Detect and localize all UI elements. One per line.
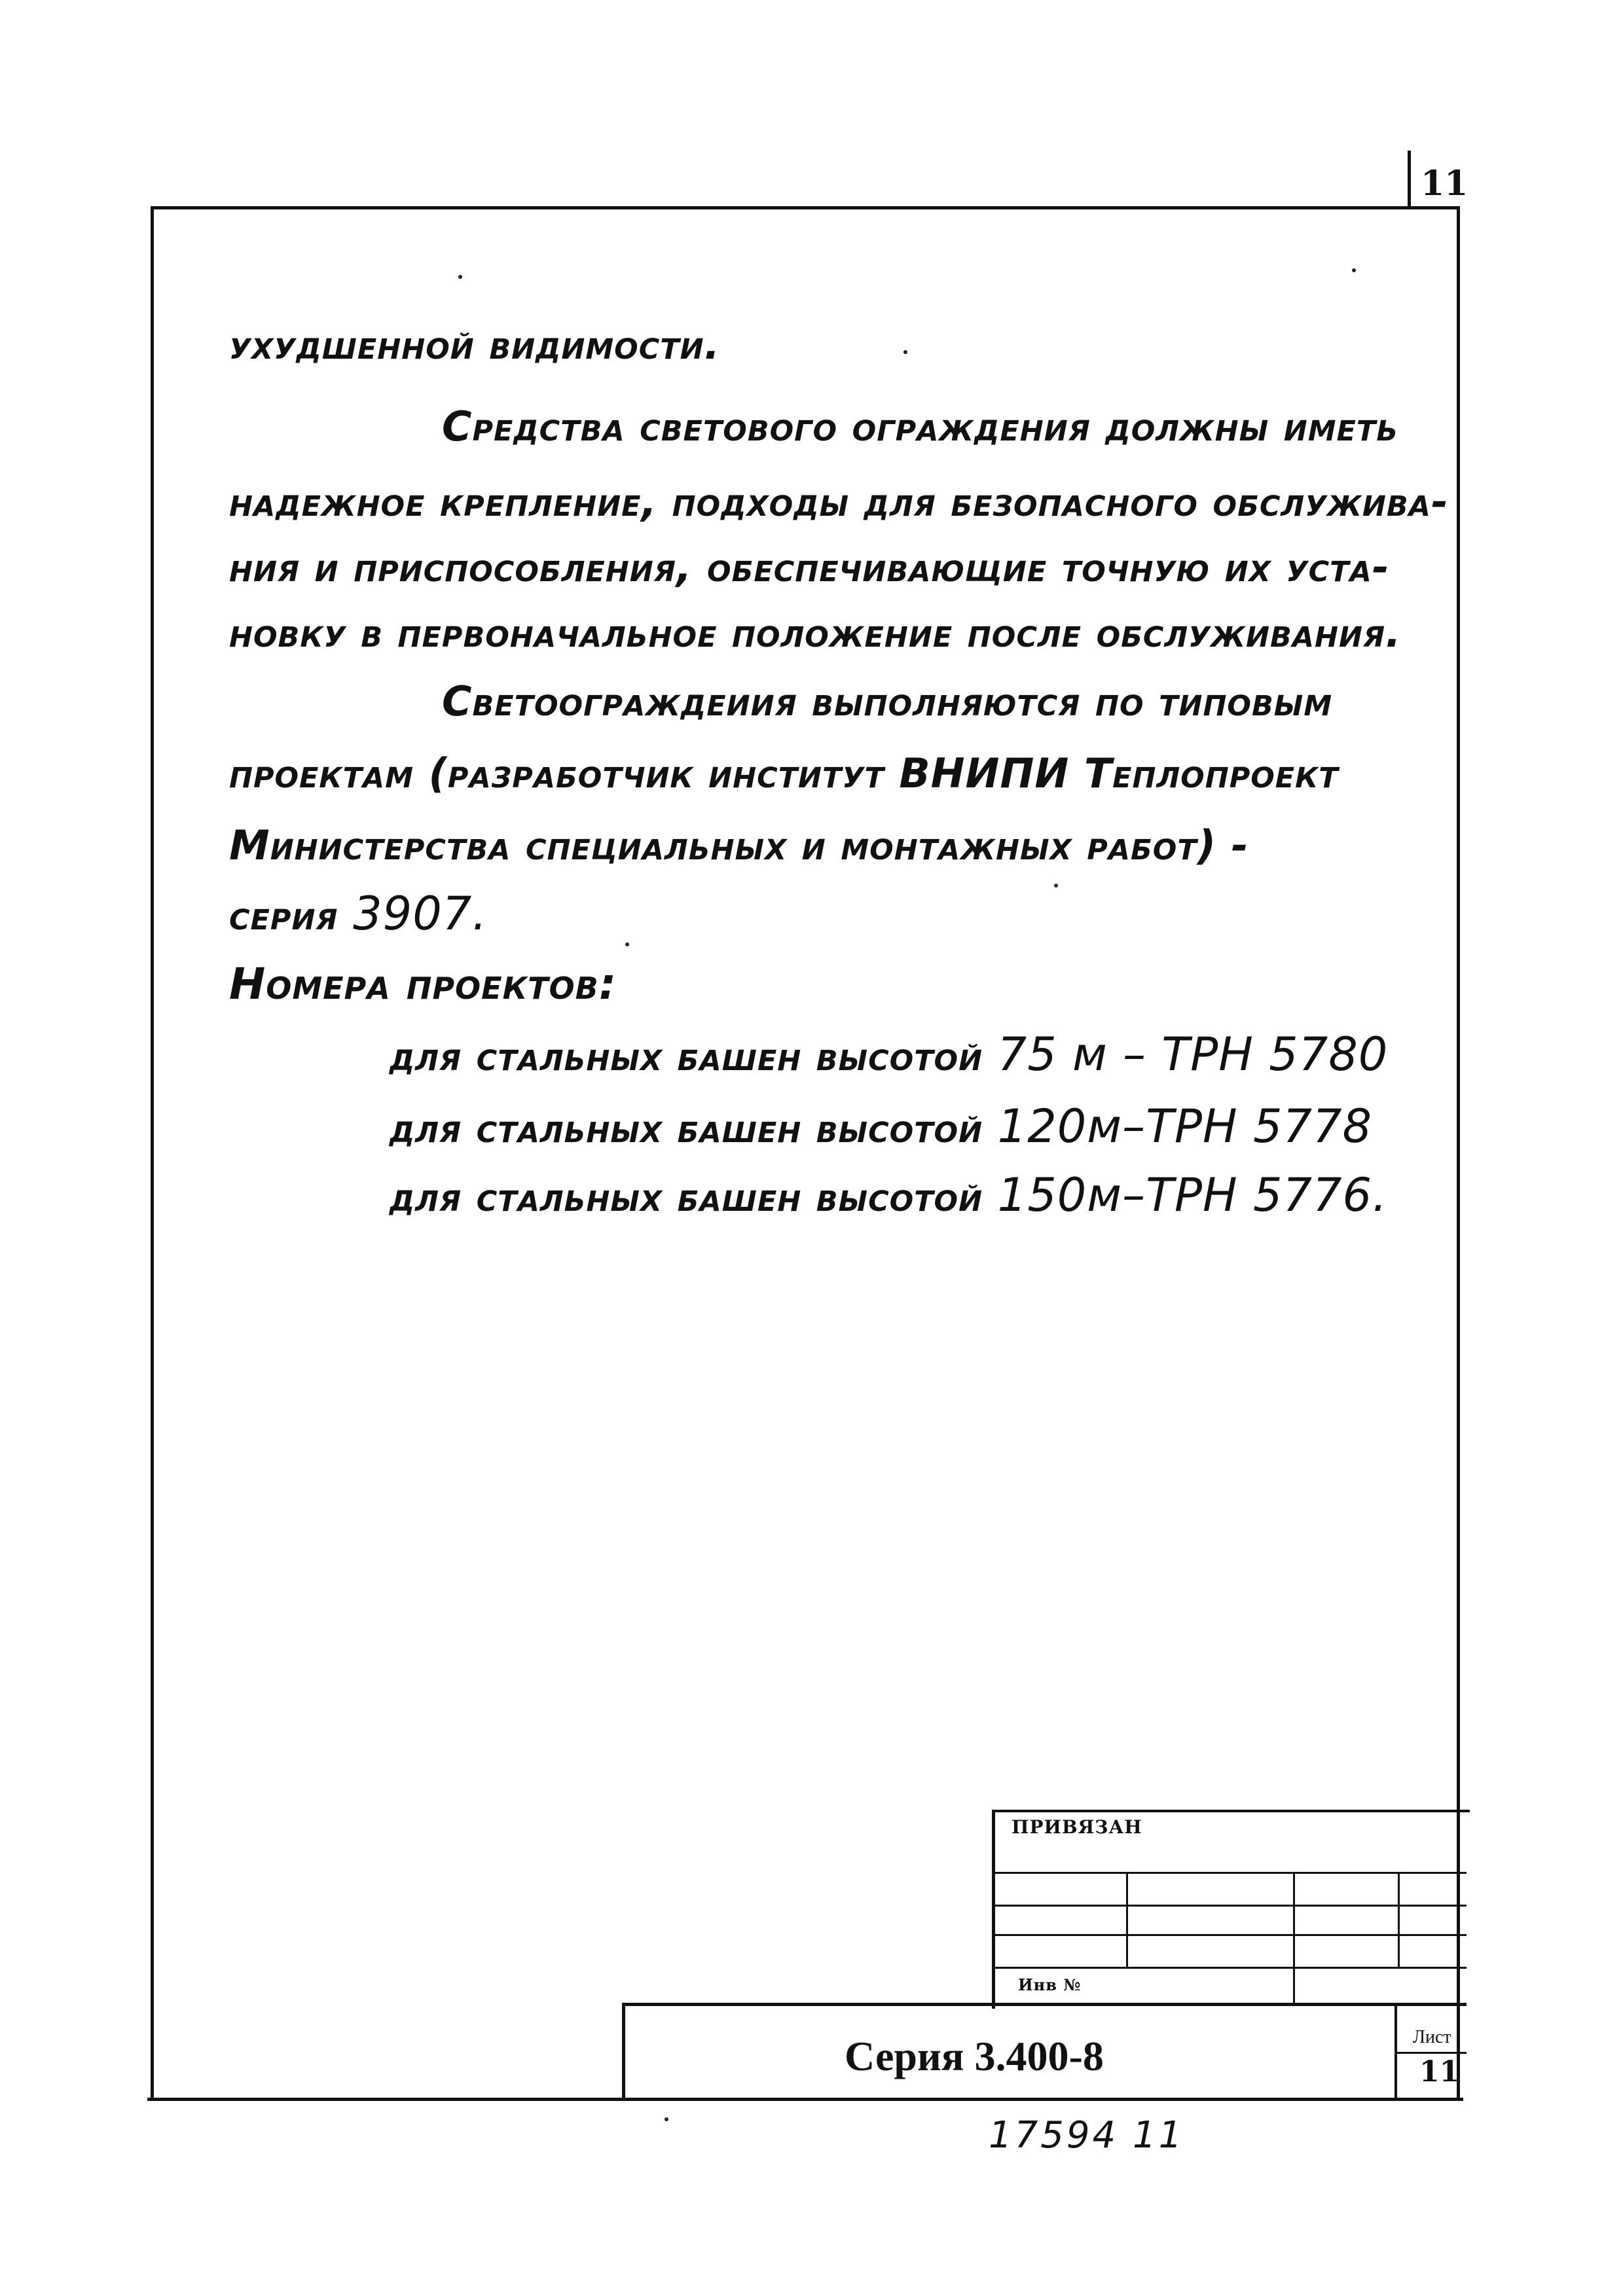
series-number: 3907. (353, 887, 488, 941)
frame-bottom-line (147, 2098, 1463, 2101)
title-block-row-line (995, 1905, 1467, 1907)
top-page-number: 11 (1421, 164, 1468, 204)
sheet-number: 11 (1419, 2055, 1460, 2089)
projects-heading: Номера проектов: (229, 959, 617, 1009)
scan-speck (903, 350, 907, 354)
scan-speck (665, 2117, 668, 2121)
body-line-1: ухудшенной видимости. (229, 321, 721, 368)
privyazan-label: ПРИВЯЗАН (1012, 1816, 1142, 1838)
project-text: для стальных башен высотой (390, 1032, 983, 1080)
inv-no-label: Инв № (1018, 1975, 1082, 1994)
title-block-row-line (995, 1934, 1467, 1936)
top-corner-tick (1408, 151, 1411, 206)
project-item (390, 1028, 1388, 1081)
scan-speck (458, 275, 462, 279)
scan-speck (1054, 884, 1058, 888)
sheet-label: Лист (1413, 2027, 1451, 2047)
project-item (390, 1168, 1387, 1222)
series-row-left-line (622, 2003, 625, 2098)
series-row-top-line (622, 2003, 1467, 2006)
body-line-7: проектам (разработчик институт ВНИПИ Теплопроект (229, 749, 1339, 797)
project-value: 150м–ТРН 5776. (997, 1168, 1388, 1222)
body-line-5: новку в первоначальное положение после обслуживания. (229, 609, 1402, 656)
body-line-9 (229, 887, 488, 941)
title-block-row-line (995, 1872, 1467, 1874)
series-prefix: серия (229, 891, 338, 939)
title-block-col-line (1293, 1872, 1295, 2006)
body-line-2: Средства светового ограждения должны иметь (442, 403, 1398, 450)
series-title: Серия 3.400-8 (845, 2033, 1104, 2079)
body-line-8: Министерства специальных и монтажных работ) - (229, 821, 1249, 869)
body-line-4: ния и приспособления, обеспечивающие точную их уста- (229, 543, 1390, 591)
project-text: для стальных башен высотой (390, 1104, 983, 1152)
project-value: 120м–ТРН 5778 (997, 1100, 1373, 1153)
body-line-6: Светоограждеиия выполняются по типовым (442, 677, 1333, 725)
title-block-col-line (1398, 1872, 1400, 1967)
body-line-3: надежное крепление, подходы для безопасного обслужива- (229, 478, 1449, 526)
project-value: 75 м – ТРН 5780 (997, 1028, 1389, 1081)
sheet-cell-mid-line (1395, 2052, 1467, 2054)
project-item (390, 1100, 1372, 1153)
title-block-col-line (1126, 1872, 1128, 1967)
title-block-row-line (995, 1967, 1467, 1969)
scan-speck (1352, 268, 1356, 272)
archive-stamp: 17594 11 (989, 2114, 1185, 2157)
project-text: для стальных башен высотой (390, 1173, 983, 1221)
sheet-cell-left-line (1395, 2003, 1397, 2098)
scan-speck (625, 942, 629, 946)
